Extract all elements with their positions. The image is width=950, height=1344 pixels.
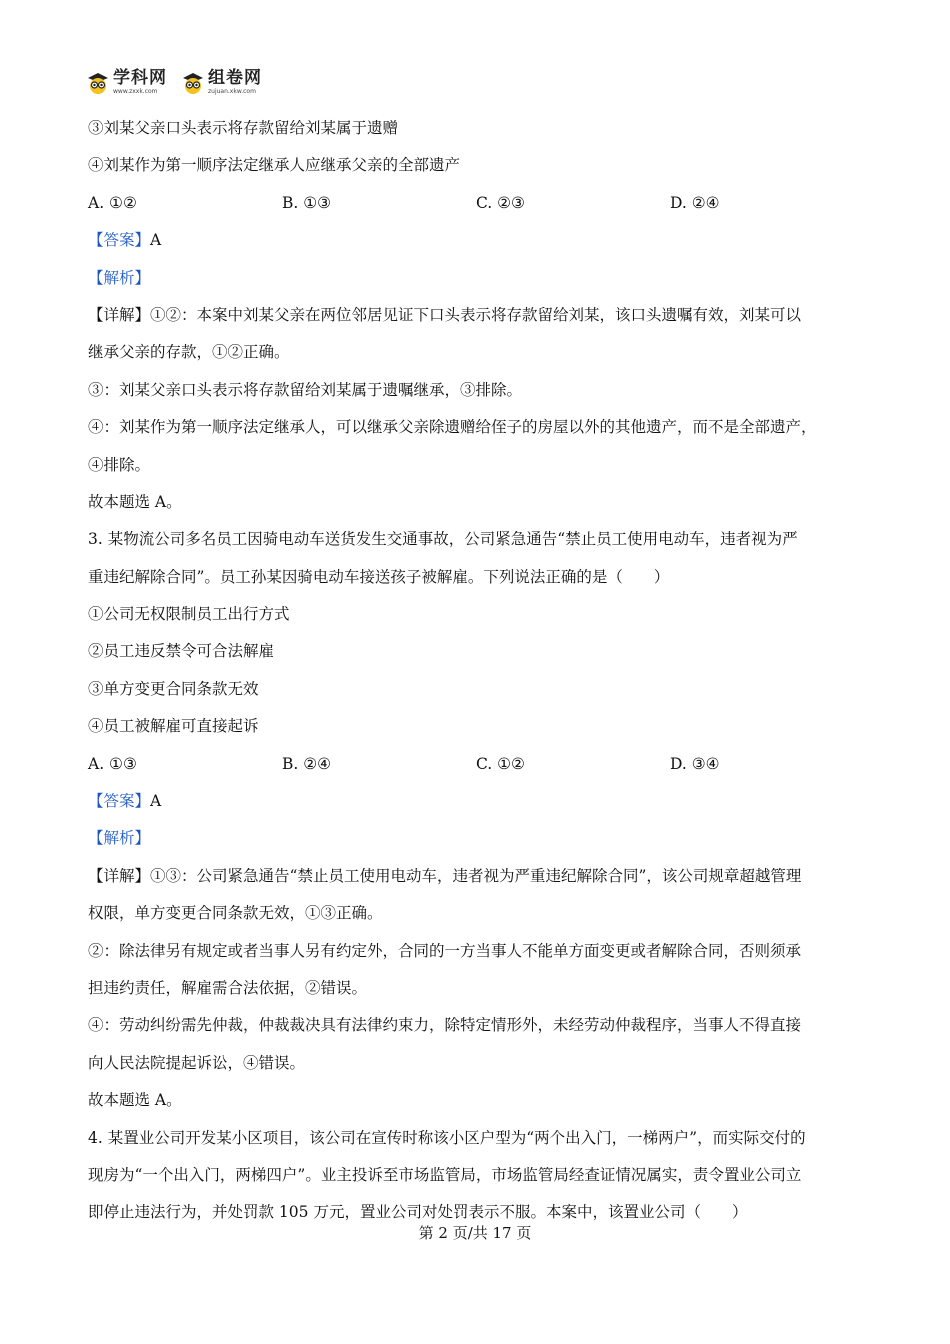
question-stem: 现房为“一个出入门，两梯四户”。业主投诉至市场监管局，市场监管局经查证情况属实，责令置业公司立 — [88, 1165, 802, 1184]
explanation-line: ②：除法律另有规定或者当事人另有约定外，合同的一方当事人不能单方面变更或者解除合同，否则须承 — [88, 941, 802, 960]
option-c: C. ①② — [476, 754, 525, 773]
explanation-line: ④：劳动纠纷需先仲裁，仲裁裁决具有法律约束力，除特定情形外，未经劳动仲裁程序，当事人不得直接 — [88, 1016, 802, 1035]
logo-url: www.zxxk.com — [113, 88, 158, 95]
explanation-text: ①②：本案中刘某父亲在两位邻居见证下口头表示将存款留给刘某，该口头遗嘱有效，刘某可以 — [150, 305, 802, 324]
detail-label: 【详解】 — [88, 866, 151, 885]
explanation-line — [88, 858, 868, 895]
analysis-label: 【解析】 — [88, 829, 151, 848]
option-d: D. ③④ — [670, 754, 720, 773]
owl-icon — [86, 71, 110, 95]
analysis-label: 【解析】 — [88, 268, 151, 287]
answer-label: 【答案】 — [88, 792, 151, 811]
zujuanwang-logo — [181, 70, 262, 95]
option-a: A. ①② — [88, 193, 137, 212]
logo-url: zujuan.xkw.com — [208, 88, 256, 95]
question-stem: 4. 某置业公司开发某小区项目，该公司在宣传时称该小区户型为“两个出入门，一梯两户”，而实际交付的 — [88, 1128, 806, 1147]
detail-label: 【详解】 — [88, 305, 151, 324]
answer-line — [88, 222, 868, 259]
explanation-line: ④排除。 — [88, 455, 151, 474]
statement: ④刘某作为第一顺序法定继承人应继承父亲的全部遗产 — [88, 156, 461, 175]
explanation-line — [88, 297, 868, 334]
page-content — [88, 110, 868, 1232]
statement: ④员工被解雇可直接起诉 — [88, 717, 259, 736]
statement: ②员工违反禁令可合法解雇 — [88, 642, 275, 661]
statement: ③单方变更合同条款无效 — [88, 679, 259, 698]
answer-options — [88, 185, 868, 222]
conclusion-line: 故本题选 A。 — [88, 492, 182, 511]
explanation-line: ③：刘某父亲口头表示将存款留给刘某属于遗嘱继承，③排除。 — [88, 380, 523, 399]
header-logos — [86, 70, 262, 95]
option-b: B. ②④ — [282, 754, 332, 773]
answer-label: 【答案】 — [88, 231, 151, 250]
explanation-line: 权限，单方变更合同条款无效，①③正确。 — [88, 904, 383, 923]
explanation-line: 向人民法院提起诉讼，④错误。 — [88, 1053, 306, 1072]
page-footer: 第 2 页/共 17 页 — [418, 1224, 532, 1242]
explanation-line: 继承父亲的存款，①②正确。 — [88, 343, 290, 362]
answer-line — [88, 783, 868, 820]
logo-name: 学科网 — [113, 68, 167, 88]
question-stem: 重违纪解除合同”。员工孙某因骑电动车接送孩子被解雇。下列说法正确的是（ ） — [88, 567, 670, 586]
explanation-line: 担违约责任，解雇需合法依据，②错误。 — [88, 978, 368, 997]
xuekewang-logo — [86, 70, 167, 95]
option-a: A. ①③ — [88, 754, 137, 773]
logo-name: 组卷网 — [208, 68, 262, 88]
answer-value: A — [150, 792, 162, 811]
option-d: D. ②④ — [670, 193, 720, 212]
statement: ①公司无权限制员工出行方式 — [88, 605, 290, 624]
statement: ③刘某父亲口头表示将存款留给刘某属于遗赠 — [88, 119, 399, 137]
explanation-text: ①③：公司紧急通告“禁止员工使用电动车，违者视为严重违纪解除合同”，该公司规章超越管理 — [150, 866, 802, 885]
option-c: C. ②③ — [476, 193, 525, 212]
explanation-line: ④：刘某作为第一顺序法定继承人，可以继承父亲除遗赠给侄子的房屋以外的其他遗产，而不是全部遗产， — [88, 418, 817, 437]
conclusion-line: 故本题选 A。 — [88, 1091, 182, 1110]
question-stem: 3. 某物流公司多名员工因骑电动车送货发生交通事故，公司紧急通告“禁止员工使用电动车，违者视为严 — [88, 530, 798, 549]
answer-value: A — [150, 231, 162, 250]
owl-icon — [181, 71, 205, 95]
option-b: B. ①③ — [282, 193, 332, 212]
question-stem: 即停止违法行为，并处罚款 105 万元，置业公司对处罚表示不服。本案中，该置业公司（ ） — [88, 1203, 748, 1222]
answer-options — [88, 746, 868, 783]
